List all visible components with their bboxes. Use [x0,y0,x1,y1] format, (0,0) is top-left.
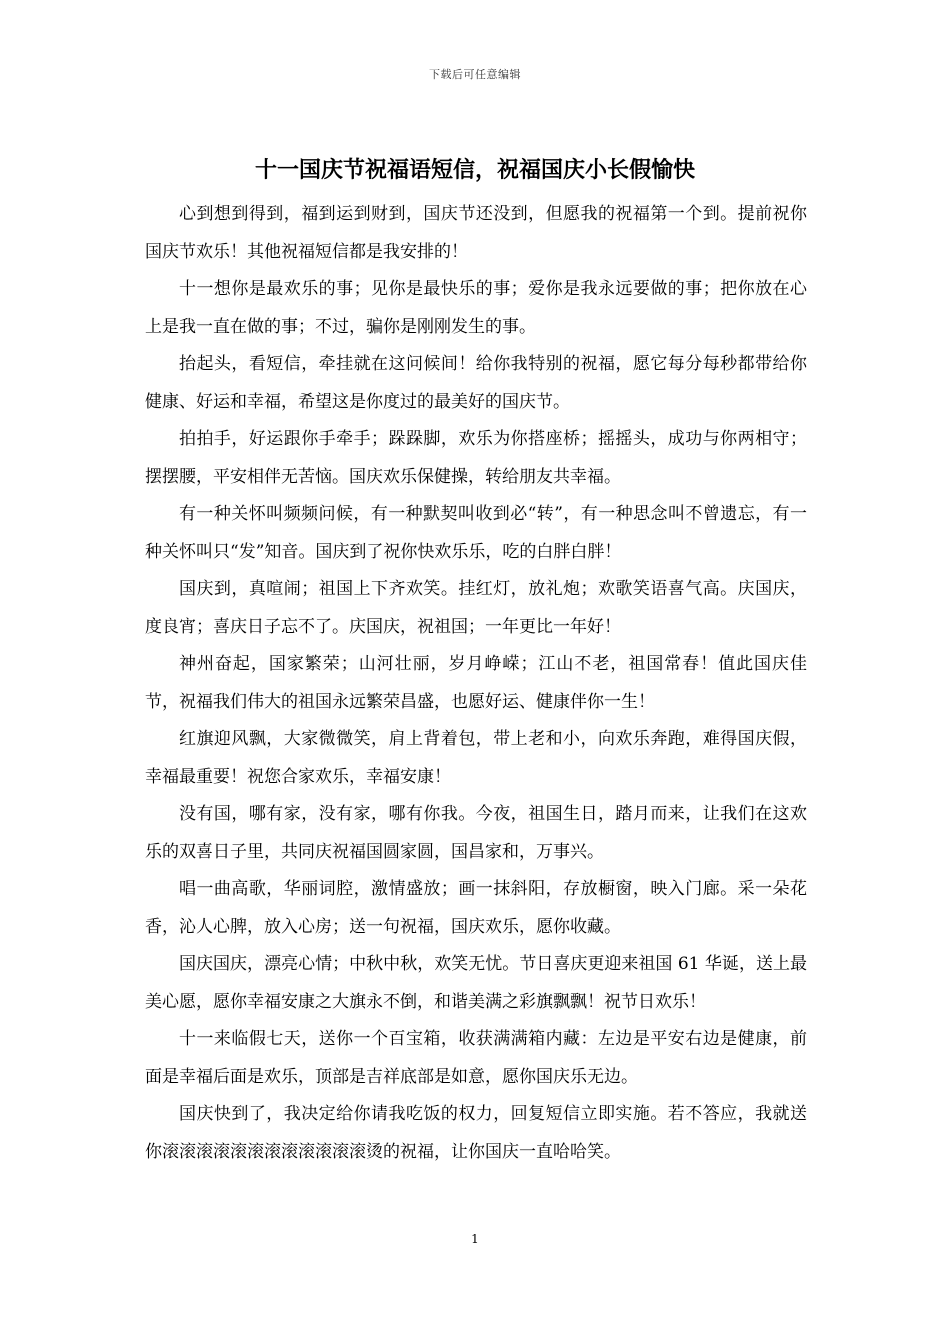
header-note: 下载后可任意编辑 [429,68,521,81]
paragraph-7: 神州奋起，国家繁荣；山河壮丽，岁月峥嵘；江山不老，祖国常春！值此国庆佳节，祝福我们伟大的祖国永远繁荣昌盛，也愿好运、健康伴你一生！ [145,654,807,712]
page-number: 1 [471,1232,479,1246]
document-title: 十一国庆节祝福语短信，祝福国庆小长假愉快 [254,157,695,183]
document-body [145,196,807,1171]
paragraph-3: 抬起头，看短信，牵挂就在这问候间！给你我特别的祝福，愿它每分每秒都带给你健康、好运和幸福，希望这是你度过的最美好的国庆节。 [145,354,807,412]
paragraph-4: 拍拍手，好运跟你手牵手；跺跺脚，欢乐为你搭座桥；摇摇头，成功与你两相守；摆摆腰，平安相伴无苦恼。国庆欢乐保健操，转给朋友共幸福。 [145,429,807,487]
paragraph-1: 心到想到得到，福到运到财到，国庆节还没到，但愿我的祝福第一个到。提前祝你国庆节欢乐！其他祝福短信都是我安排的！ [145,204,807,262]
paragraph-10: 唱一曲高歌，华丽词腔，激情盛放；画一抹斜阳，存放橱窗，映入门廊。采一朵花香，沁人心脾，放入心房；送一句祝福，国庆欢乐，愿你收藏。 [145,879,807,937]
paragraph-2: 十一想你是最欢乐的事；见你是最快乐的事；爱你是我永远要做的事；把你放在心上是我一直在做的事；不过，骗你是刚刚发生的事。 [145,279,807,337]
paragraph-6: 国庆到，真喧闹；祖国上下齐欢笑。挂红灯，放礼炮；欢歌笑语喜气高。庆国庆，度良宵；喜庆日子忘不了。庆国庆，祝祖国；一年更比一年好！ [145,579,807,637]
paragraph-9: 没有国，哪有家，没有家，哪有你我。今夜，祖国生日，踏月而来，让我们在这欢乐的双喜日子里，共同庆祝福国圆家圆，国昌家和，万事兴。 [145,804,807,862]
paragraph-5: 有一种关怀叫频频问候，有一种默契叫收到必“转”，有一种思念叫不曾遗忘，有一种关怀叫只“发”知音。国庆到了祝你快欢乐乐，吃的白胖白胖！ [145,504,807,562]
paragraph-12: 十一来临假七天，送你一个百宝箱，收获满满箱内藏：左边是平安右边是健康，前面是幸福后面是欢乐，顶部是吉祥底部是如意，愿你国庆乐无边。 [145,1029,807,1087]
paragraph-8: 红旗迎风飘，大家微微笑，肩上背着包，带上老和小，向欢乐奔跑，难得国庆假，幸福最重要！祝您合家欢乐，幸福安康！ [145,729,807,787]
paragraph-13: 国庆快到了，我决定给你请我吃饭的权力，回复短信立即实施。若不答应，我就送你滚滚滚滚滚滚滚滚滚滚滚滚烫的祝福，让你国庆一直哈哈笑。 [145,1104,807,1162]
paragraph-11: 国庆国庆，漂亮心情；中秋中秋，欢笑无忧。节日喜庆更迎来祖国 61 华诞，送上最美心愿，愿你幸福安康之大旗永不倒，和谐美满之彩旗飘飘！祝节日欢乐！ [145,954,807,1012]
